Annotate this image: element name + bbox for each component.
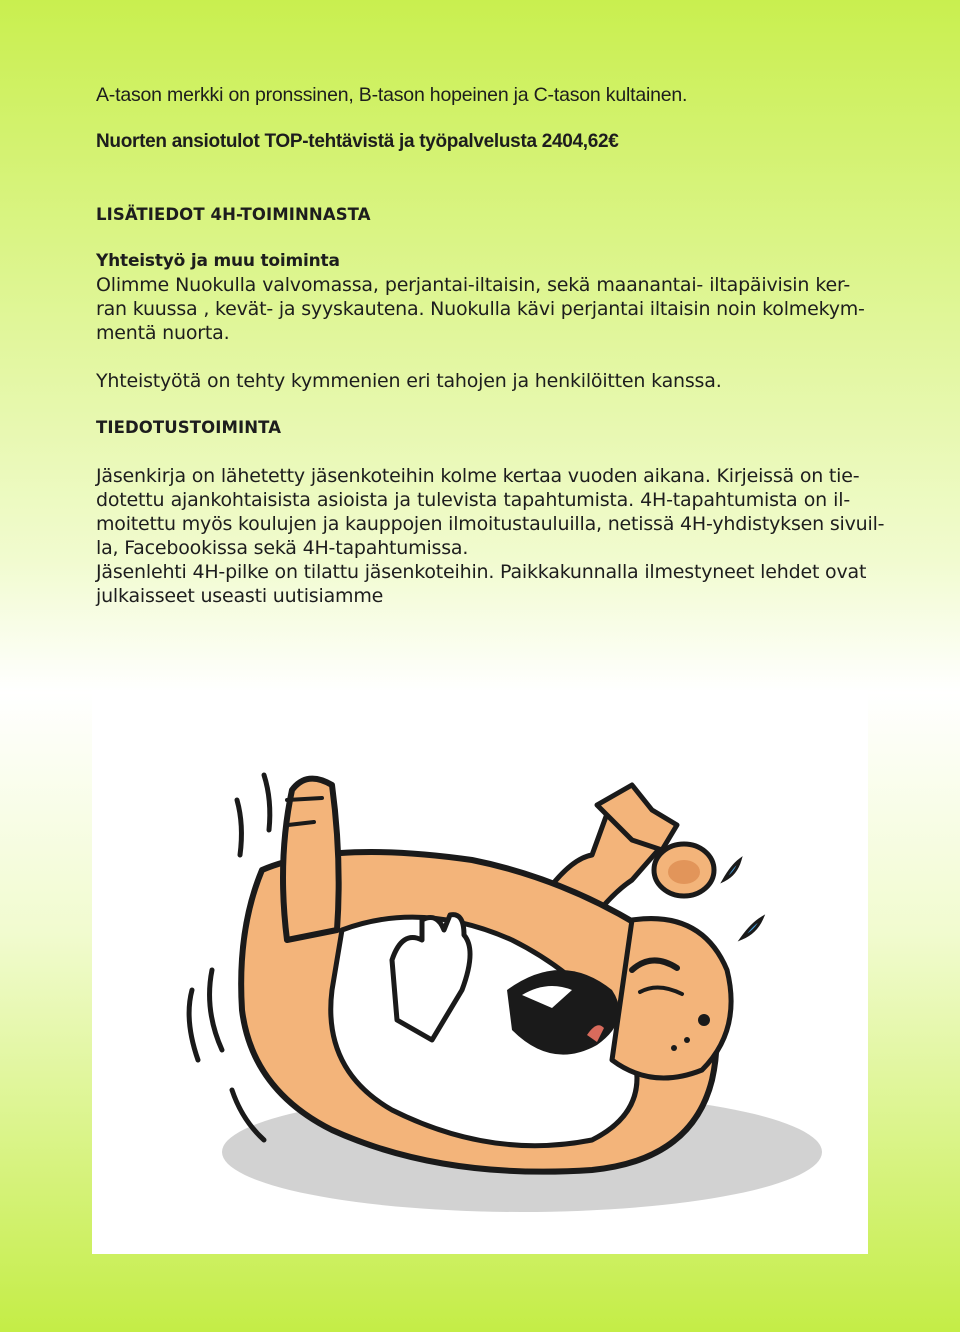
paragraph-line: ran kuussa , kevät- ja syyskautena. Nuokulla kävi perjantai iltaisin noin kolmekym- [96, 298, 865, 320]
paragraph-line: Jäsenkirja on lähetetty jäsenkoteihin kolme kertaa vuoden aikana. Kirjeissä on tie- [96, 465, 860, 487]
paragraph-line: Olimme Nuokulla valvomassa, perjantai-iltaisin, sekä maanantai- iltapäivisin ker- [96, 274, 850, 296]
more-info-heading: LISÄTIEDOT 4H-TOIMINNASTA [96, 205, 371, 224]
laughing-hamster-illustration [92, 690, 868, 1254]
paragraph-line: dotettu ajankohtaisista asioista ja tulevista tapahtumista. 4H-tapahtumista on il- [96, 489, 850, 511]
badge-levels-text: A-tason merkki on pronssinen, B-tason hopeinen ja C-tason kultainen. [96, 84, 688, 106]
cooperation-subheading: Yhteistyö ja muu toiminta [96, 251, 340, 271]
inner-ear [668, 860, 700, 884]
tear-drop [742, 918, 762, 938]
raised-leg [283, 779, 339, 940]
paragraph-line: moitettu myös koulujen ja kauppojen ilmoitustauluilla, netissä 4H-yhdistyksen sivuil- [96, 513, 885, 535]
communication-heading: TIEDOTUSTOIMINTA [96, 418, 282, 437]
youth-income-text: Nuorten ansiotulot TOP-tehtävistä ja työpalvelusta 2404,62€ [96, 131, 619, 152]
paragraph-line: Jäsenlehti 4H-pilke on tilattu jäsenkoteihin. Paikkakunnalla ilmestyneet lehdet ovat [96, 561, 867, 583]
paragraph-line: julkaisseet useasti uutisiamme [96, 585, 384, 607]
tear-drop [724, 860, 740, 880]
nose [698, 1014, 710, 1026]
paragraph-line: la, Facebookissa sekä 4H-tapahtumissa. [96, 537, 469, 559]
paragraph-line: mentä nuorta. [96, 322, 230, 344]
hamster-drawing [92, 690, 868, 1254]
cooperation-text: Yhteistyötä on tehty kymmenien eri tahojen ja henkilöitten kanssa. [96, 370, 722, 392]
face [612, 919, 731, 1078]
